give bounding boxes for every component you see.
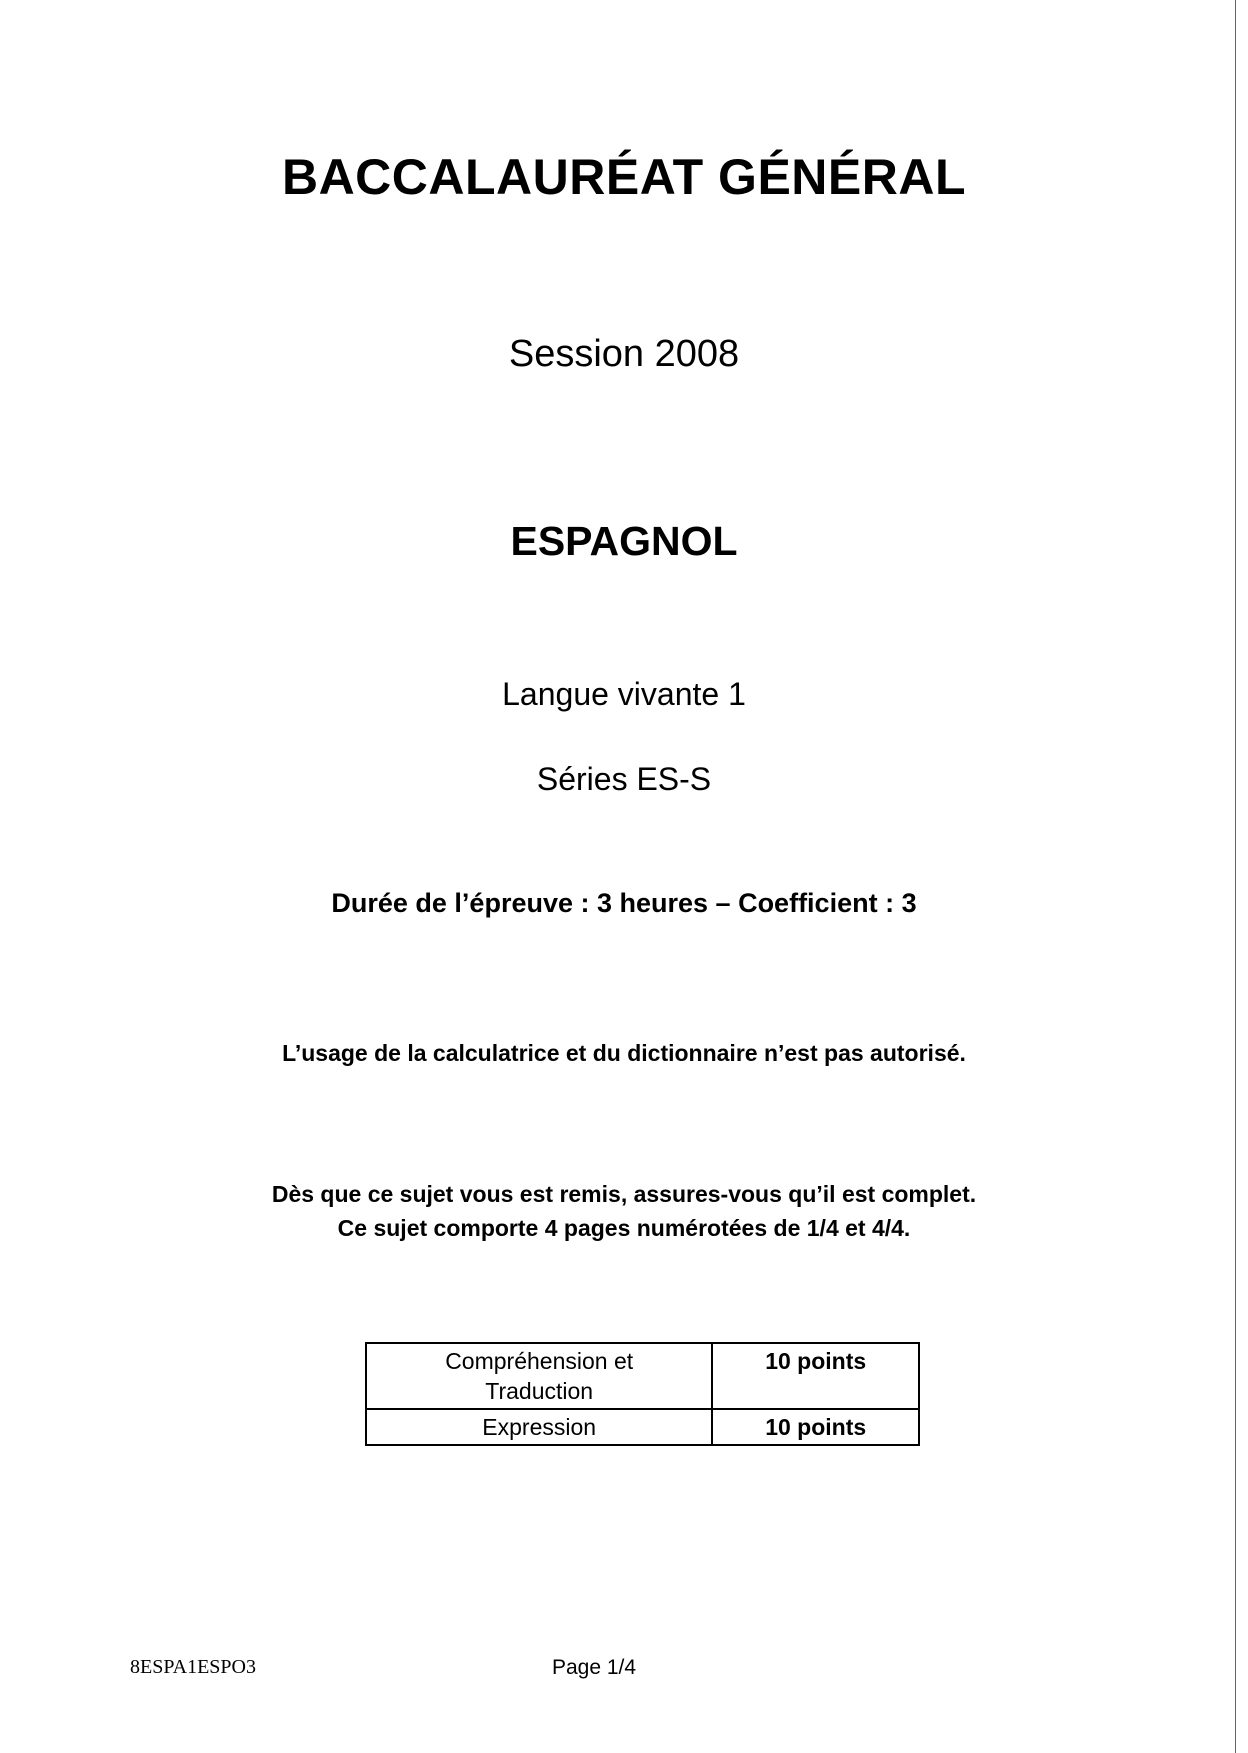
score-points-cell: 10 points bbox=[712, 1409, 919, 1445]
table-row bbox=[366, 1343, 919, 1409]
session-year: Session 2008 bbox=[508, 333, 740, 375]
completeness-line-1: Dès que ce sujet vous est remis, assures-vous qu’il est complet. bbox=[271, 1181, 977, 1207]
score-points-cell: 10 points bbox=[712, 1343, 919, 1409]
completeness-notice bbox=[0, 1177, 1248, 1245]
usage-notice: L’usage de la calculatrice et du dictionnaire n’est pas autorisé. bbox=[282, 1040, 966, 1066]
completeness-line-2: Ce sujet comporte 4 pages numérotées de 1/4 et 4/4. bbox=[337, 1215, 911, 1241]
series-label: Séries ES-S bbox=[536, 761, 712, 797]
score-label-line: Compréhension et bbox=[445, 1348, 634, 1374]
score-label-cell: Expression bbox=[366, 1409, 712, 1445]
scan-margin-line bbox=[1235, 0, 1236, 1753]
score-label-line: Traduction bbox=[485, 1378, 594, 1404]
duration-coefficient: Durée de l’épreuve : 3 heures – Coefficient : 3 bbox=[331, 888, 917, 918]
score-label-cell bbox=[366, 1343, 712, 1409]
exam-title: BACCALAURÉAT GÉNÉRAL bbox=[281, 149, 967, 205]
footer-page-number: Page 1/4 bbox=[552, 1656, 637, 1679]
subject-name: ESPAGNOL bbox=[510, 518, 738, 564]
scores-table bbox=[365, 1342, 920, 1446]
table-row bbox=[366, 1409, 919, 1445]
footer-exam-code: 8ESPA1ESPO3 bbox=[130, 1656, 256, 1678]
language-level: Langue vivante 1 bbox=[502, 676, 746, 712]
